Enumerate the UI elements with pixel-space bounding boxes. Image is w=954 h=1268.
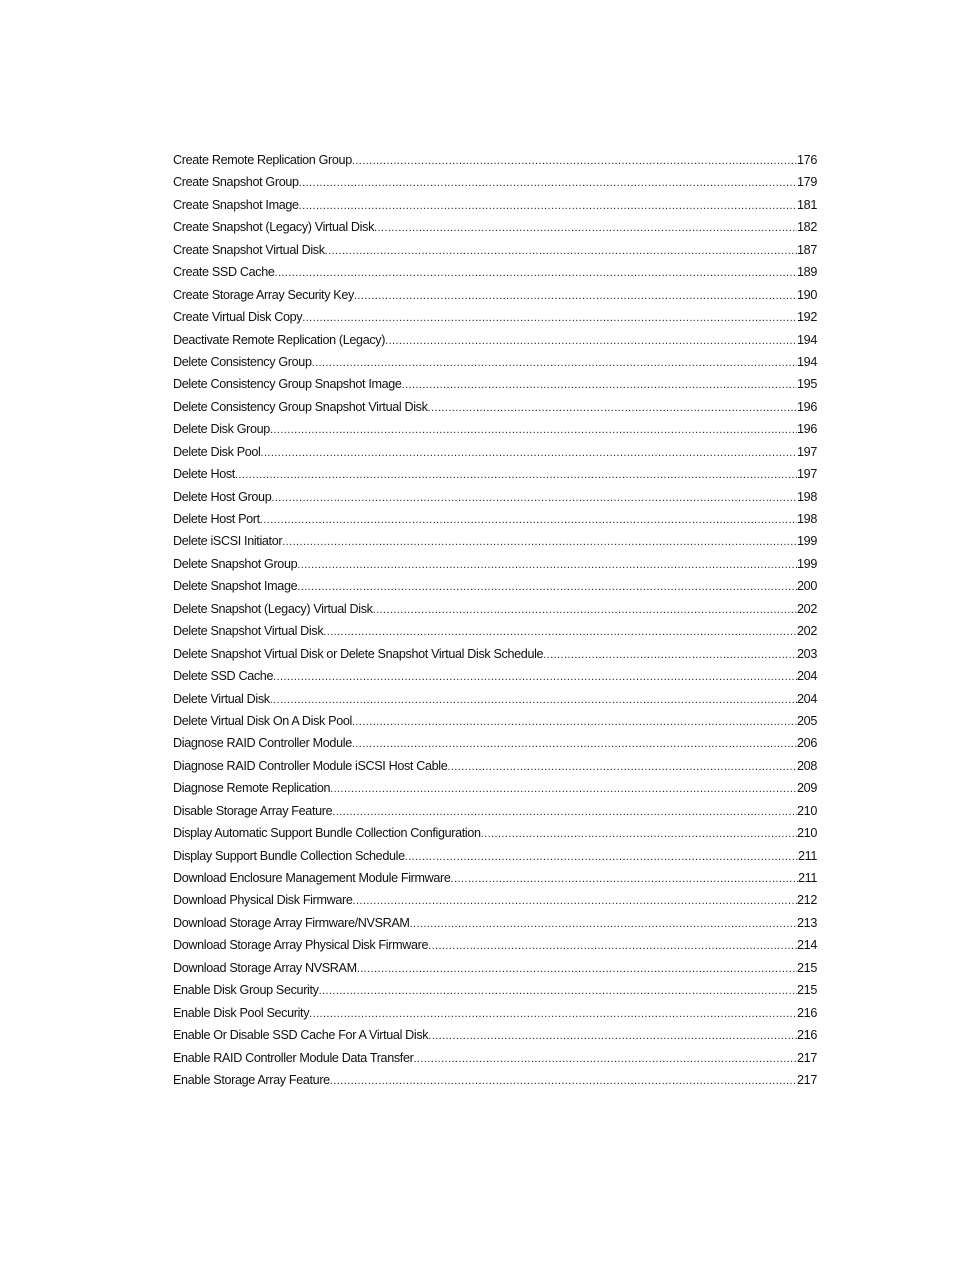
toc-dot-leader [235, 464, 797, 486]
toc-entry-page-number: 179 [797, 175, 817, 190]
toc-entry-page-number: 198 [797, 489, 817, 504]
toc-dot-leader [352, 711, 797, 733]
toc-entry-title: Download Enclosure Management Module Firmware [173, 871, 451, 885]
toc-dot-leader [543, 644, 797, 666]
toc-entry[interactable] [173, 171, 817, 193]
toc-entry-title: Delete Host Group [173, 489, 272, 504]
toc-entry-title: Display Automatic Support Bundle Collection Configuration [173, 826, 481, 841]
toc-entry[interactable] [173, 261, 817, 283]
toc-entry[interactable] [173, 553, 817, 575]
toc-entry[interactable] [173, 934, 817, 956]
toc-entry-page-number: 205 [797, 713, 817, 728]
toc-dot-leader [373, 599, 797, 621]
toc-entry[interactable] [173, 845, 817, 867]
toc-dot-leader [309, 1003, 797, 1025]
toc-entry-title: Diagnose RAID Controller Module [173, 736, 352, 751]
toc-entry-page-number: 216 [797, 1005, 817, 1020]
toc-dot-leader [323, 621, 797, 643]
toc-entry[interactable] [173, 508, 817, 530]
toc-entry-page-number: 204 [797, 669, 817, 684]
toc-dot-leader [299, 172, 797, 194]
toc-entry-title: Delete iSCSI Initiator [173, 534, 283, 549]
toc-dot-leader [271, 487, 797, 509]
toc-entry[interactable] [173, 643, 817, 665]
toc-entry-title: Delete Snapshot (Legacy) Virtual Disk [173, 601, 373, 616]
toc-entry-title: Delete Virtual Disk [173, 691, 270, 706]
toc-entry-page-number: 215 [797, 960, 817, 975]
toc-entry[interactable] [173, 1069, 817, 1091]
toc-entry-page-number: 200 [797, 579, 817, 594]
toc-dot-leader [357, 958, 797, 980]
toc-entry-page-number: 217 [797, 1050, 817, 1065]
toc-entry-title: Enable Storage Array Feature [173, 1072, 330, 1087]
toc-entry-title: Deactivate Remote Replication (Legacy) [173, 332, 386, 347]
toc-entry-page-number: 212 [797, 893, 817, 908]
toc-entry[interactable] [173, 373, 817, 395]
toc-dot-leader [428, 1025, 797, 1047]
toc-dot-leader [352, 150, 797, 172]
toc-dot-leader [428, 935, 797, 957]
toc-entry-title: Create Snapshot Group [173, 175, 299, 190]
toc-entry-title: Create Snapshot Virtual Disk [173, 242, 325, 257]
toc-dot-leader [447, 756, 797, 778]
toc-dot-leader [330, 1070, 797, 1092]
toc-entry[interactable] [173, 755, 817, 777]
toc-entry-page-number: 206 [797, 736, 817, 751]
toc-entry-title: Delete Disk Group [173, 422, 270, 437]
toc-entry[interactable] [173, 486, 817, 508]
toc-entry-page-number: 210 [797, 826, 817, 841]
toc-entry-title: Download Storage Array Physical Disk Firmware [173, 938, 429, 953]
toc-entry-page-number: 194 [797, 354, 817, 369]
toc-entry-page-number: 197 [797, 467, 817, 482]
toc-entry-page-number: 214 [797, 938, 817, 953]
toc-entry-page-number: 190 [797, 287, 817, 302]
toc-entry-page-number: 217 [797, 1072, 817, 1087]
toc-entry[interactable] [173, 306, 817, 328]
toc-entry-title: Create Remote Replication Group [173, 153, 352, 167]
toc-entry-title: Download Physical Disk Firmware [173, 893, 353, 908]
toc-dot-leader [282, 531, 797, 553]
toc-entry-title: Display Support Bundle Collection Schedule [173, 848, 405, 863]
toc-entry[interactable] [173, 1024, 817, 1046]
toc-entry-title: Create Virtual Disk Copy [173, 310, 303, 325]
toc-entry-title: Enable Disk Group Security [173, 983, 319, 998]
toc-entry-page-number: 199 [797, 556, 817, 571]
toc-dot-leader [297, 554, 797, 576]
toc-entry-title: Delete Consistency Group Snapshot Virtual Disk [173, 399, 428, 414]
toc-entry[interactable] [173, 351, 817, 373]
toc-dot-leader [275, 262, 798, 284]
toc-entry-title: Create Snapshot Image [173, 197, 299, 212]
toc-entry-page-number: 176 [797, 153, 817, 167]
toc-entry-title: Create Storage Array Security Key [173, 287, 354, 302]
toc-dot-leader [325, 240, 797, 262]
toc-entry-page-number: 196 [797, 399, 817, 414]
toc-entry-page-number: 211 [797, 848, 817, 863]
toc-entry-page-number: 199 [797, 534, 817, 549]
toc-dot-leader [332, 801, 797, 823]
toc-entry[interactable] [173, 777, 817, 799]
toc-entry[interactable] [173, 463, 817, 485]
toc-dot-leader [260, 509, 797, 531]
toc-entry-title: Create Snapshot (Legacy) Virtual Disk [173, 220, 375, 235]
toc-entry[interactable] [173, 867, 817, 889]
toc-entry[interactable] [173, 822, 817, 844]
toc-entry-page-number: 194 [797, 332, 817, 347]
toc-entry-title: Download Storage Array Firmware/NVSRAM [173, 915, 410, 930]
toc-entry-title: Delete Snapshot Image [173, 579, 298, 594]
toc-entry-title: Delete Host [173, 467, 235, 482]
toc-entry[interactable] [173, 1002, 817, 1024]
toc-entry-page-number: 195 [797, 377, 817, 392]
toc-entry[interactable] [173, 688, 817, 710]
toc-entry[interactable] [173, 575, 817, 597]
toc-entry-title: Enable Or Disable SSD Cache For A Virtual Disk [173, 1028, 429, 1043]
toc-dot-leader [402, 374, 797, 396]
toc-dot-leader [374, 217, 797, 239]
toc-entry[interactable] [173, 329, 817, 351]
toc-entry-title: Delete Consistency Group Snapshot Image [173, 377, 402, 392]
toc-entry-title: Download Storage Array NVSRAM [173, 960, 357, 975]
toc-entry[interactable] [173, 441, 817, 463]
toc-entry-page-number: 203 [797, 646, 817, 661]
toc-entry[interactable] [173, 732, 817, 754]
toc-dot-leader [353, 890, 798, 912]
toc-entry-title: Disable Storage Array Feature [173, 803, 333, 818]
toc-entry-page-number: 211 [797, 871, 817, 885]
toc-entry[interactable] [173, 418, 817, 440]
toc-entry-title: Delete Snapshot Virtual Disk or Delete Snapshot Virtual Disk Schedule [173, 646, 544, 661]
toc-entry[interactable] [173, 239, 817, 261]
toc-dot-leader [270, 689, 797, 711]
toc-entry-page-number: 181 [797, 197, 817, 212]
toc-dot-leader [299, 195, 797, 217]
toc-entry-page-number: 202 [797, 601, 817, 616]
toc-entry-title: Delete Host Port [173, 512, 260, 526]
toc-entry[interactable] [173, 800, 817, 822]
toc-entry-page-number: 187 [797, 242, 817, 257]
toc-dot-leader [273, 666, 797, 688]
toc-entry-page-number: 198 [797, 512, 817, 526]
toc-entry[interactable] [173, 957, 817, 979]
toc-entry[interactable] [173, 216, 817, 238]
table-of-contents [173, 149, 817, 1091]
toc-entry-page-number: 210 [797, 803, 817, 818]
toc-entry-title: Diagnose RAID Controller Module iSCSI Host Cable [173, 758, 448, 773]
toc-dot-leader [354, 285, 797, 307]
toc-entry-page-number: 215 [797, 983, 817, 998]
toc-entry-page-number: 204 [797, 691, 817, 706]
toc-entry[interactable] [173, 710, 817, 732]
toc-entry[interactable] [173, 598, 817, 620]
toc-entry[interactable] [173, 979, 817, 1001]
toc-dot-leader [297, 576, 797, 598]
toc-entry[interactable] [173, 194, 817, 216]
toc-entry-page-number: 197 [797, 444, 817, 459]
toc-entry-title: Delete Virtual Disk On A Disk Pool [173, 713, 352, 728]
toc-entry-title: Delete Consistency Group [173, 354, 312, 369]
toc-entry-page-number: 209 [797, 781, 817, 796]
toc-dot-leader [261, 442, 798, 464]
toc-dot-leader [413, 1048, 797, 1070]
toc-dot-leader [385, 330, 797, 352]
toc-entry-page-number: 202 [797, 624, 817, 639]
toc-entry[interactable] [173, 396, 817, 418]
toc-entry-title: Enable RAID Controller Module Data Transfer [173, 1050, 414, 1065]
toc-entry[interactable] [173, 620, 817, 642]
toc-dot-leader [312, 352, 797, 374]
toc-entry[interactable] [173, 530, 817, 552]
toc-dot-leader [451, 868, 798, 890]
toc-entry-title: Delete SSD Cache [173, 669, 274, 684]
toc-entry[interactable] [173, 149, 817, 171]
toc-dot-leader [352, 733, 797, 755]
toc-entry[interactable] [173, 1047, 817, 1069]
toc-entry-title: Delete Snapshot Group [173, 556, 298, 571]
toc-entry[interactable] [173, 284, 817, 306]
toc-dot-leader [319, 980, 797, 1002]
toc-entry-page-number: 208 [797, 758, 817, 773]
toc-entry[interactable] [173, 665, 817, 687]
toc-entry-page-number: 189 [797, 265, 817, 280]
toc-entry-title: Diagnose Remote Replication [173, 781, 331, 796]
toc-entry-title: Enable Disk Pool Security [173, 1005, 310, 1020]
toc-entry-title: Create SSD Cache [173, 265, 275, 280]
toc-entry-page-number: 213 [797, 915, 817, 930]
toc-entry-title: Delete Snapshot Virtual Disk [173, 624, 324, 639]
toc-dot-leader [410, 913, 797, 935]
toc-dot-leader [302, 307, 797, 329]
toc-entry[interactable] [173, 912, 817, 934]
toc-dot-leader [428, 397, 797, 419]
toc-entry-page-number: 192 [797, 310, 817, 325]
toc-dot-leader [405, 846, 798, 868]
toc-dot-leader [330, 778, 797, 800]
toc-entry-title: Delete Disk Pool [173, 444, 261, 459]
toc-dot-leader [270, 419, 797, 441]
toc-entry-page-number: 196 [797, 422, 817, 437]
toc-entry[interactable] [173, 889, 817, 911]
toc-entry-page-number: 182 [797, 220, 817, 235]
toc-dot-leader [481, 823, 797, 845]
toc-entry-page-number: 216 [797, 1028, 817, 1043]
